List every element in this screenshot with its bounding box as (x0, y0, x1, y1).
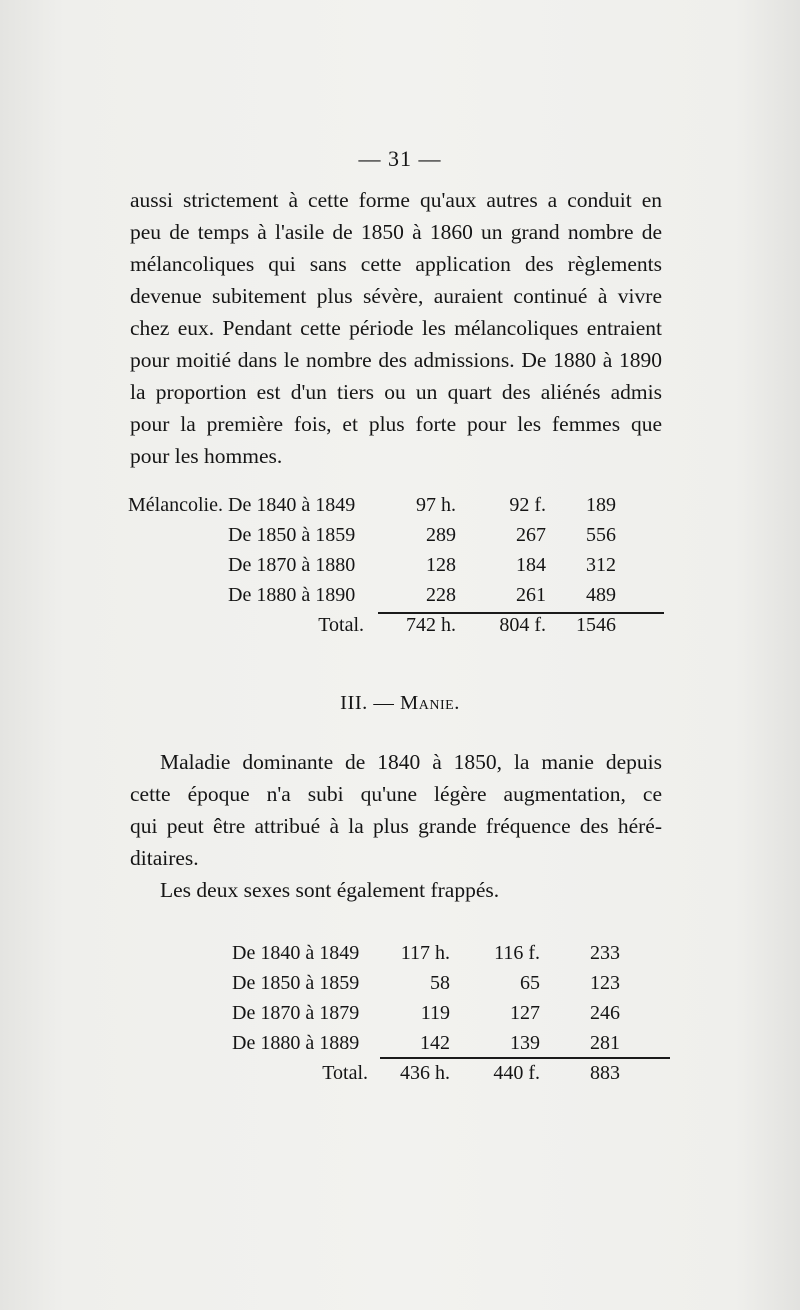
men-cell: 117 h. (400, 941, 450, 964)
paragraph-sexes (130, 874, 662, 906)
text-line: mélancoliques qui sans cette application des règlements (130, 252, 662, 276)
section-number: III. — (340, 692, 395, 714)
text-line: pour moitié dans le nombre des admissions. De 1880 à 1890 (130, 348, 662, 372)
total-label: Total. (322, 1061, 368, 1084)
period-cell: De 1840 à 1849 (232, 941, 360, 964)
women-cell: 92 f. (509, 493, 546, 516)
text-line: cette époque n'a subi qu'une légère augmentation, ce (130, 782, 662, 806)
total-women: 804 f. (499, 613, 546, 636)
total-cell: 312 (586, 553, 616, 576)
section-heading (0, 692, 800, 715)
total-row (128, 610, 616, 640)
total-cell: 489 (586, 583, 616, 606)
text-line: pour les hommes. (130, 444, 283, 468)
table-row (128, 550, 616, 580)
women-cell: 261 (516, 583, 546, 606)
text-line: Les deux sexes sont également frappés. (160, 878, 500, 902)
women-cell: 267 (516, 523, 546, 546)
total-cell: 123 (590, 971, 620, 994)
period-cell: De 1870 à 1879 (232, 1001, 360, 1024)
text-line: peu de temps à l'asile de 1850 à 1860 un grand nombre de (130, 220, 662, 244)
text-line: chez eux. Pendant cette période les mélancoliques entraient (130, 316, 662, 340)
table-row (128, 580, 616, 610)
table-row (232, 938, 620, 968)
section-title: Manie. (400, 692, 460, 714)
table-row (232, 968, 620, 998)
manie-table (232, 938, 620, 1088)
table-row (232, 1028, 620, 1058)
paragraph-melancolie (130, 184, 662, 472)
total-men: 436 h. (400, 1061, 450, 1084)
table-label: Mélancolie. (128, 493, 223, 516)
period-cell: De 1880 à 1890 (228, 583, 356, 606)
period-cell: De 1870 à 1880 (228, 553, 356, 576)
men-cell: 228 (426, 583, 456, 606)
period-cell: De 1840 à 1849 (228, 493, 356, 516)
table-row (232, 998, 620, 1028)
table-rule (378, 612, 664, 614)
women-cell: 65 (520, 971, 540, 994)
total-women: 440 f. (493, 1061, 540, 1084)
table-row (128, 490, 616, 520)
total-cell: 281 (590, 1031, 620, 1054)
text-line: pour la première fois, et plus forte pour les femmes que (130, 412, 662, 436)
text-line: la proportion est d'un tiers ou un quart des aliénés admis (130, 380, 662, 404)
period-cell: De 1880 à 1889 (232, 1031, 360, 1054)
period-cell: De 1850 à 1859 (228, 523, 356, 546)
period-cell: De 1850 à 1859 (232, 971, 360, 994)
men-cell: 97 h. (416, 493, 456, 516)
total-label: Total. (318, 613, 364, 636)
melancolie-table (128, 490, 616, 640)
men-cell: 119 (420, 1001, 450, 1024)
men-cell: 142 (420, 1031, 450, 1054)
women-cell: 184 (516, 553, 546, 576)
paragraph-manie (130, 746, 662, 874)
total-cell: 556 (586, 523, 616, 546)
total-cell: 189 (586, 493, 616, 516)
total-cell: 233 (590, 941, 620, 964)
text-line: devenue subitement plus sévère, auraient continué à vivre (130, 284, 662, 308)
men-cell: 128 (426, 553, 456, 576)
women-cell: 127 (510, 1001, 540, 1024)
total-cell: 246 (590, 1001, 620, 1024)
grand-total: 1546 (576, 613, 616, 636)
text-line: Maladie dominante de 1840 à 1850, la manie depuis (160, 750, 662, 774)
page-number: — 31 — (358, 146, 442, 171)
grand-total: 883 (590, 1061, 620, 1084)
total-row (232, 1058, 620, 1088)
men-cell: 58 (430, 971, 450, 994)
table-rule (380, 1057, 670, 1059)
women-cell: 139 (510, 1031, 540, 1054)
men-cell: 289 (426, 523, 456, 546)
total-men: 742 h. (406, 613, 456, 636)
text-line: ditaires. (130, 846, 199, 870)
text-line: aussi strictement à cette forme qu'aux autres a conduit en (130, 188, 662, 212)
table-row (128, 520, 616, 550)
text-line: qui peut être attribué à la plus grande fréquence des héré- (130, 814, 662, 838)
women-cell: 116 f. (494, 941, 540, 964)
